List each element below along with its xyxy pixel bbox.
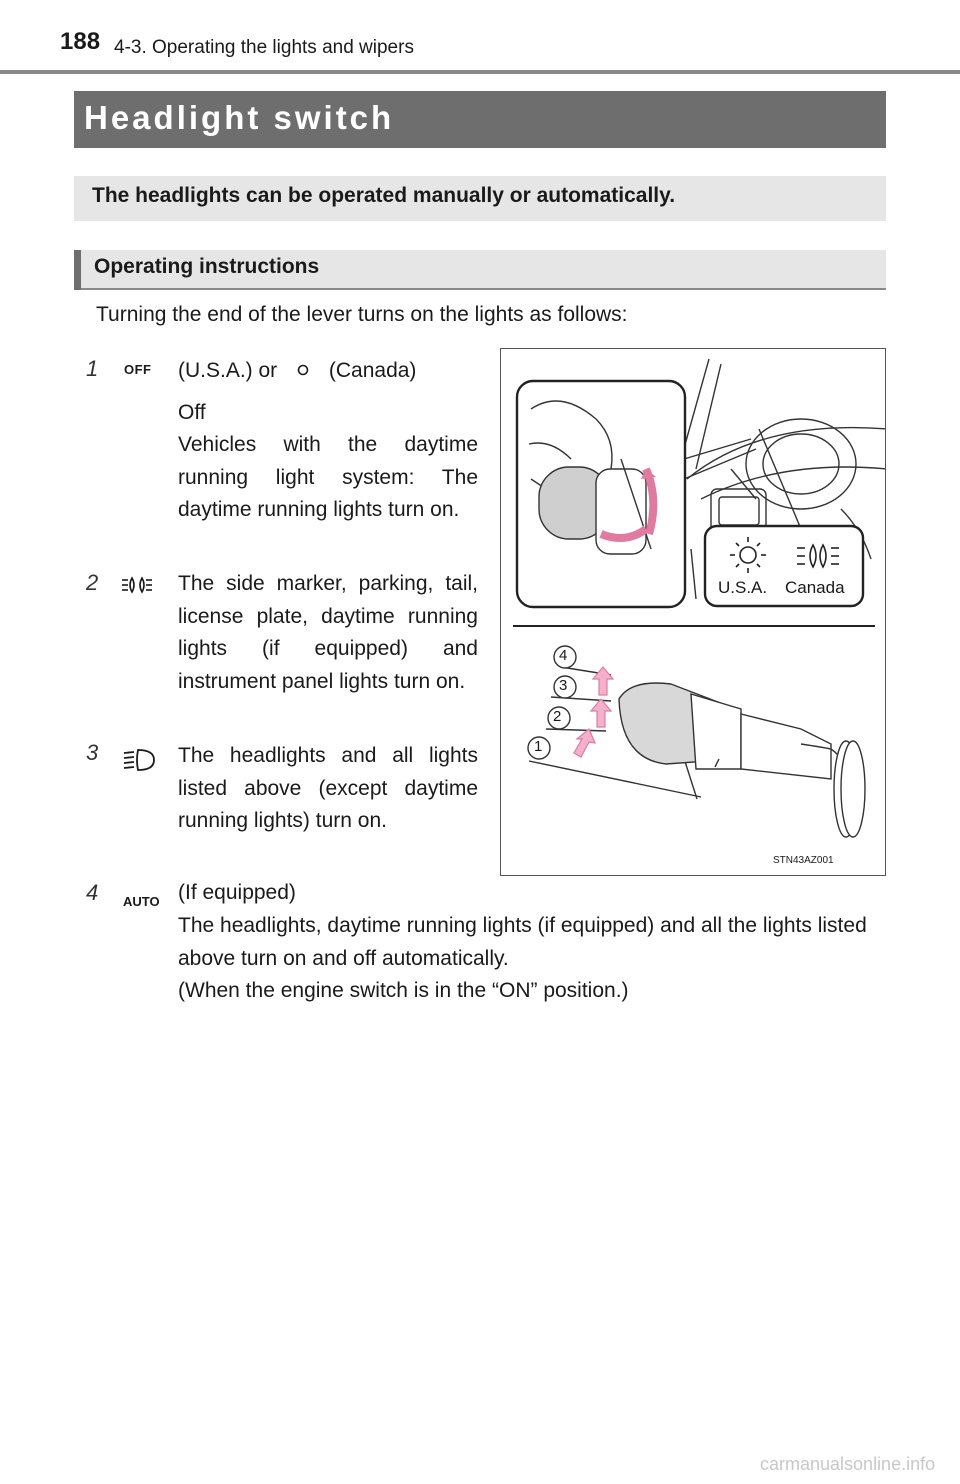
item-3-desc: The headlights and all lights listed above (except daytime running lights) turn on. bbox=[178, 744, 478, 832]
item-number-2: 2 bbox=[86, 570, 99, 595]
item-number-1: 1 bbox=[86, 356, 99, 381]
callout-1: 1 bbox=[534, 738, 543, 755]
item-4-equipped: (If equipped) bbox=[178, 881, 296, 904]
parking-lights-icon bbox=[120, 572, 156, 598]
callout-4: 4 bbox=[559, 647, 568, 664]
item-4-desc: The headlights, daytime running lights (if equipped) and all the lights listed above turn on and off automatically. bbox=[178, 914, 867, 970]
subsection-bar bbox=[74, 250, 81, 290]
callout-2: 2 bbox=[553, 708, 562, 725]
watermark: carmanualsonline.info bbox=[760, 1454, 936, 1474]
item-1-desc: Vehicles with the daytime running light system: The daytime running lights turn on. bbox=[178, 433, 478, 521]
canada-off-icon bbox=[283, 355, 323, 388]
item-4-note: (When the engine switch is in the “ON” position.) bbox=[178, 979, 629, 1002]
page-number: 188 bbox=[60, 28, 101, 55]
page-title: Headlight switch bbox=[84, 99, 395, 136]
header-rule bbox=[0, 70, 960, 74]
item-1-usa: (U.S.A.) or bbox=[178, 359, 278, 382]
chapter-title: 4-3. Operating the lights and wipers bbox=[114, 37, 414, 58]
item-number-4: 4 bbox=[86, 880, 99, 905]
label-canada: Canada bbox=[785, 578, 845, 597]
lever-illustration bbox=[501, 349, 886, 876]
item-1-canada: (Canada) bbox=[328, 359, 417, 382]
figure-code: STN43AZ001 bbox=[773, 855, 834, 866]
callout-3: 3 bbox=[559, 677, 568, 694]
headlight-icon bbox=[122, 747, 158, 773]
label-usa: U.S.A. bbox=[718, 578, 768, 597]
lead-text: The headlights can be operated manually or automatically. bbox=[92, 184, 676, 207]
auto-icon: AUTO bbox=[123, 894, 160, 909]
item-2-desc: The side marker, parking, tail, license plate, daytime running lights (if equipped) and instrument panel lights turn on. bbox=[178, 572, 478, 693]
item-1-off: Off bbox=[178, 401, 206, 424]
item-number-3: 3 bbox=[86, 740, 99, 765]
item-1-line1 bbox=[178, 355, 416, 388]
figure-illustration bbox=[500, 348, 886, 876]
intro-text: Turning the end of the lever turns on the lights as follows: bbox=[96, 303, 628, 326]
subsection-title: Operating instructions bbox=[94, 255, 320, 278]
off-icon: OFF bbox=[124, 362, 152, 377]
